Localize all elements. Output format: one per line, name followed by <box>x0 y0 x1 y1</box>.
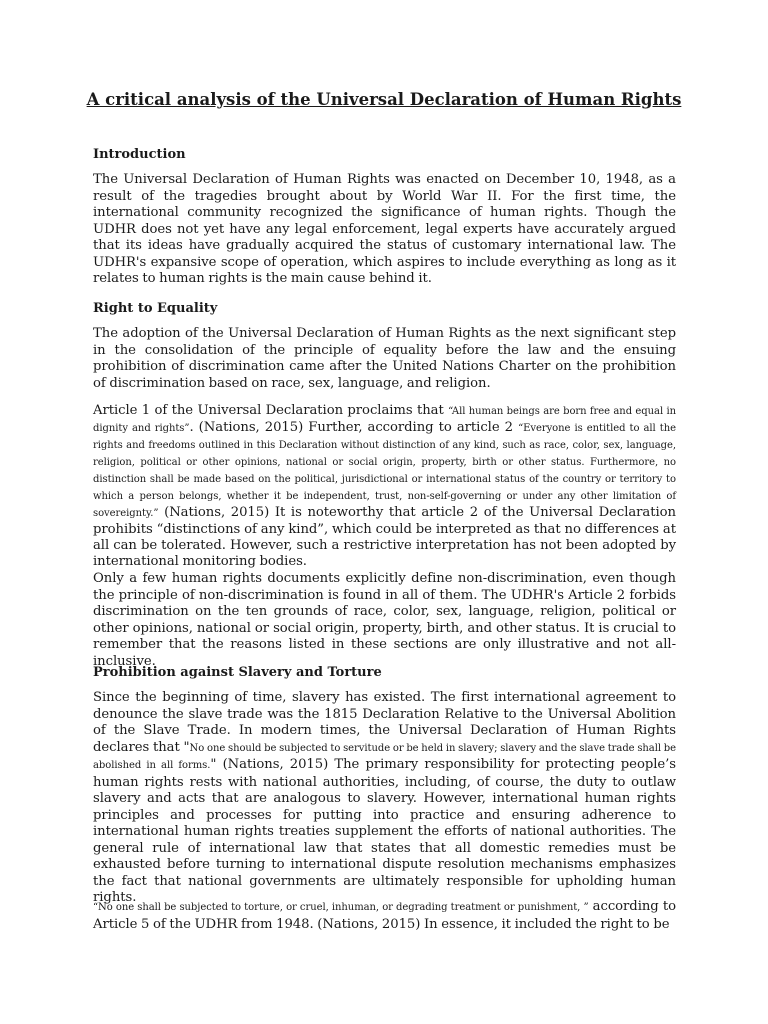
quote-text: “All human beings are born free and equal in dignity and rights” <box>93 406 676 434</box>
document-title: A critical analysis of the Universal Declaration of Human Rights <box>86 90 682 109</box>
paragraph-text: (Nations, 2015) It is noteworthy that article 2 of the Universal Declaration prohibits “distinctions of any kind”, which could be interpreted as that no differences at all can be tolerated. However, such a restrictive interpretation has not been adopted by international monitoring bodies. <box>93 505 676 569</box>
paragraph-text: Article 1 of the Universal Declaration proclaims that <box>93 403 449 418</box>
paragraph-torture <box>93 899 676 933</box>
paragraph-text: according to Article 5 of the UDHR from 1948. (Nations, 2015) In essence, it included the right to be <box>93 899 676 932</box>
section-heading-right-to-equality: Right to Equality <box>93 301 218 316</box>
section-heading-slavery-torture: Prohibition against Slavery and Torture <box>93 665 382 680</box>
quote-text: “Everyone is entitled to all the rights and freedoms outlined in this Declaration without distinction of any kind, such as race, color, sex, language, religion, political or other opinions, national or social origin, property, birth or other status. Furthermore, no distinction shall be made based on the political, jurisdictional or international status of the country or territory to which a person belongs, whether it be independent, trust, non-self-governing or under any other limitation of sovereignty.” <box>93 423 676 519</box>
paragraph-equality-1: The adoption of the Universal Declaration of Human Rights as the next significant step in the consolidation of the principle of equality before the law and the ensuing prohibition of discrimination came after the United Nations Charter on the prohibition of discrimination based on race, sex, language, and religion. <box>93 326 676 391</box>
paragraph-text: Since the beginning of time, slavery has existed. The first international agreement to denounce the slave trade was the 1815 Declaration Relative to the Universal Abolition of the Slave Trade. In modern times, the Universal Declaration of Human Rights declares that " <box>93 690 676 755</box>
quote-text: No one should be subjected to servitude or be held in slavery; slavery and the slave trade shall be abolished in all forms. <box>93 742 676 771</box>
paragraph-text: . (Nations, 2015) Further, according to article 2 <box>189 420 519 435</box>
paragraph-equality-3: Only a few human rights documents explicitly define non-discrimination, even though the principle of non-discrimination is found in all of them. The UDHR's Article 2 forbids discrimination on the ten grounds of race, color, sex, language, religion, political or other opinions, national or social origin, property, birth, and other status. It is crucial to remember that the reasons listed in these sections are only illustrative and not all-inclusive. <box>93 571 676 669</box>
paragraph-introduction: The Universal Declaration of Human Rights was enacted on December 10, 1948, as a result of the tragedies brought about by World War II. For the first time, the international community recognized the significance of human rights. Though the UDHR does not yet have any legal enforcement, legal experts have accurately argued that its ideas have gradually acquired the status of customary international law. The UDHR's expansive scope of operation, which aspires to include everything as long as it relates to human rights is the main cause behind it. <box>93 172 676 286</box>
paragraph-text: " (Nations, 2015) The primary responsibility for protecting people’s human rights rests with national authorities, including, of course, the duty to outlaw slavery and acts that are analogous to slavery. However, international human rights principles and processes for putting into practice and ensuring adherence to international human rights treaties supplement the efforts of national authorities. The general rule of international law that states that all domestic remedies must be exhausted before turning to international dispute resolution mechanisms emphasizes the fact that national governments are ultimately responsible for upholding human rights. <box>93 757 677 905</box>
quote-text: “No one shall be subjected to torture, or cruel, inhuman, or degrading treatment or punishment, ” <box>93 902 589 913</box>
section-heading-introduction: Introduction <box>93 147 186 162</box>
paragraph-slavery-1 <box>93 690 676 907</box>
paragraph-equality-2 <box>93 403 676 570</box>
